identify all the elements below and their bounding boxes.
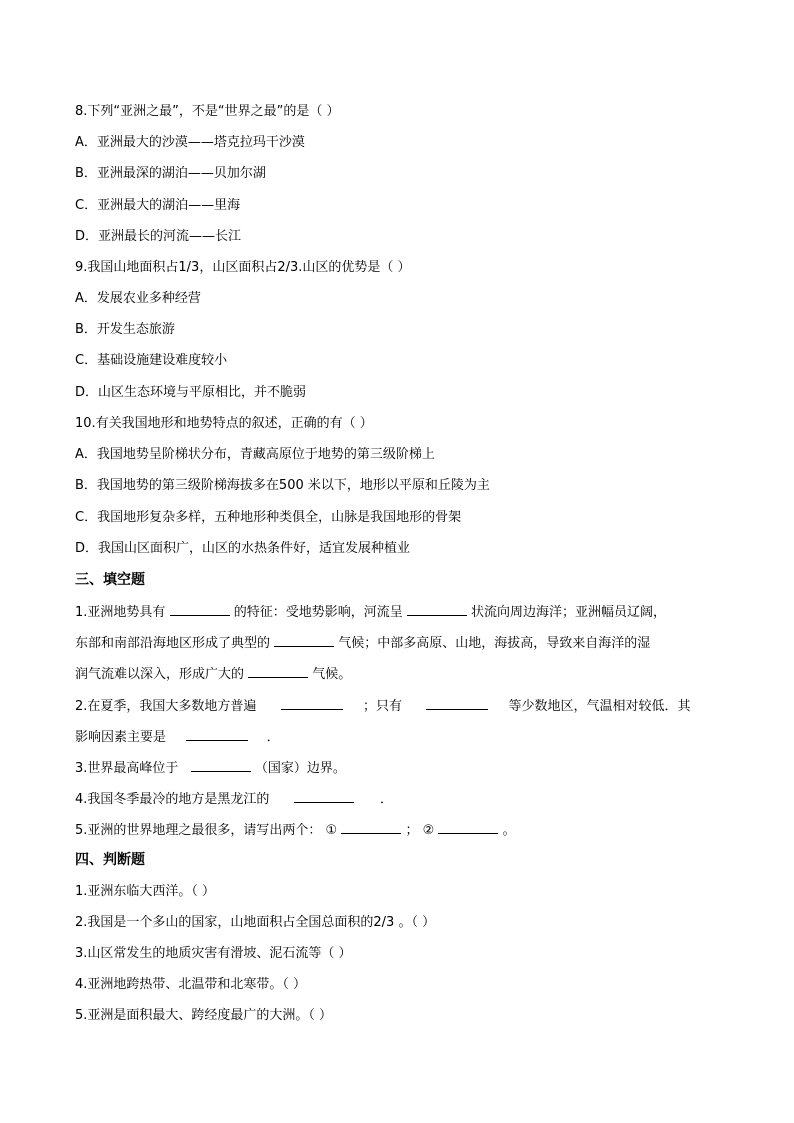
fill-1-line-1 (75, 602, 666, 622)
q8-stem: 8.下列“亚洲之最”，不是“世界之最”的是（ ） (75, 104, 340, 119)
fill-2-text-e: ． (266, 730, 280, 745)
q9-option-d: D．山区生态环境与平原相比，并不脆弱 (75, 385, 307, 400)
fill-1-blank-3[interactable] (274, 633, 334, 647)
judge-5: 5.亚洲是面积最大、跨经度最广的大洲。（ ） (75, 1008, 333, 1023)
q10-stem: 10.有关我国地形和地势特点的叙述，正确的有（ ） (75, 416, 373, 431)
fill-5-blank-1[interactable] (341, 820, 401, 834)
fill-2-text-b: ；只有 (362, 699, 402, 714)
fill-5-end: 。 (502, 823, 516, 838)
circled-one: ① (325, 823, 338, 838)
judge-4: 4.亚洲地跨热带、北温带和北寒带。（ ） (75, 977, 307, 992)
q8-option-d: D．亚洲最长的河流——长江 (75, 229, 242, 244)
q8-option-c: C．亚洲最大的湖泊——里海 (75, 198, 241, 213)
fill-1-blank-1[interactable] (170, 602, 230, 616)
fill-2-text-d: 影响因素主要是 (75, 730, 167, 745)
fill-2-line-1 (75, 696, 691, 716)
fill-4-text-b: ． (379, 792, 393, 807)
judge-2: 2.我国是一个多山的国家，山地面积占全国总面积的2/3 。（ ） (75, 915, 436, 930)
fill-1-text-a: 1.亚洲地势具有 (75, 605, 166, 620)
circled-two: ② (422, 823, 435, 838)
fill-5-blank-2[interactable] (438, 820, 498, 834)
fill-3-blank[interactable] (191, 758, 251, 772)
fill-1-blank-2[interactable] (407, 602, 467, 616)
q8-option-a: A．亚洲最大的沙漠——塔克拉玛干沙漠 (75, 135, 305, 150)
fill-2-text-c: 等少数地区，气温相对较低．其 (508, 699, 691, 714)
fill-4-blank[interactable] (294, 789, 354, 803)
fill-1-text-c: 状流向周边海洋；亚洲幅员辽阔， (470, 605, 666, 620)
judge-3: 3.山区常发生的地质灾害有滑坡、泥石流等（ ） (75, 946, 352, 961)
fill-4-text-a: 4.我国冬季最冷的地方是黑龙江的 (75, 792, 270, 807)
section-3-heading: 三、填空题 (75, 572, 145, 588)
q10-option-b: B．我国地势的第三级阶梯海拔多在500 米以下，地形以平原和丘陵为主 (75, 478, 490, 493)
q9-stem: 9.我国山地面积占1/3，山区面积占2/3.山区的优势是（ ） (75, 260, 411, 275)
fill-2-line-2 (75, 727, 280, 747)
fill-1-text-e: 气候；中部多高原、山地，海拔高，导致来自海洋的湿 (338, 636, 651, 651)
fill-2-text-a: 2.在夏季，我国大多数地方普遍 (75, 699, 257, 714)
fill-1-line-3 (75, 664, 351, 684)
q9-option-a: A．发展农业多种经营 (75, 291, 201, 306)
fill-1-blank-4[interactable] (248, 664, 308, 678)
fill-1-text-f: 润气流难以深入，形成广大的 (75, 667, 245, 682)
fill-5-line (75, 820, 516, 840)
fill-2-blank-2[interactable] (426, 696, 488, 710)
fill-2-blank-1[interactable] (281, 696, 343, 710)
fill-1-text-g: 气候。 (312, 667, 352, 682)
fill-3-text-b: （国家）边界。 (254, 761, 346, 776)
q10-option-c: C．我国地形复杂多样，五种地形种类俱全，山脉是我国地形的骨架 (75, 510, 462, 525)
fill-1-text-b: 的特征：受地势影响，河流呈 (233, 605, 403, 620)
q9-option-c: C．基础设施建设难度较小 (75, 353, 228, 368)
fill-3-text-a: 3.世界最高峰位于 (75, 761, 179, 776)
q8-option-b: B．亚洲最深的湖泊——贝加尔湖 (75, 166, 266, 181)
fill-3-line (75, 758, 346, 778)
judge-1: 1.亚洲东临大西洋。（ ） (75, 884, 216, 899)
fill-1-text-d: 东部和南部沿海地区形成了典型的 (75, 636, 271, 651)
fill-4-line (75, 789, 393, 809)
q10-option-a: A．我国地势呈阶梯状分布，青藏高原位于地势的第三级阶梯上 (75, 447, 435, 462)
fill-5-text-a: 5.亚洲的世界地理之最很多，请写出两个： (75, 823, 322, 838)
fill-1-line-2 (75, 633, 650, 653)
fill-5-separator: ； (405, 823, 419, 838)
section-4-heading: 四、判断题 (75, 852, 145, 868)
fill-2-blank-3[interactable] (186, 727, 248, 741)
q10-option-d: D．我国山区面积广，山区的水热条件好，适宜发展种植业 (75, 541, 411, 556)
q9-option-b: B．开发生态旅游 (75, 322, 175, 337)
